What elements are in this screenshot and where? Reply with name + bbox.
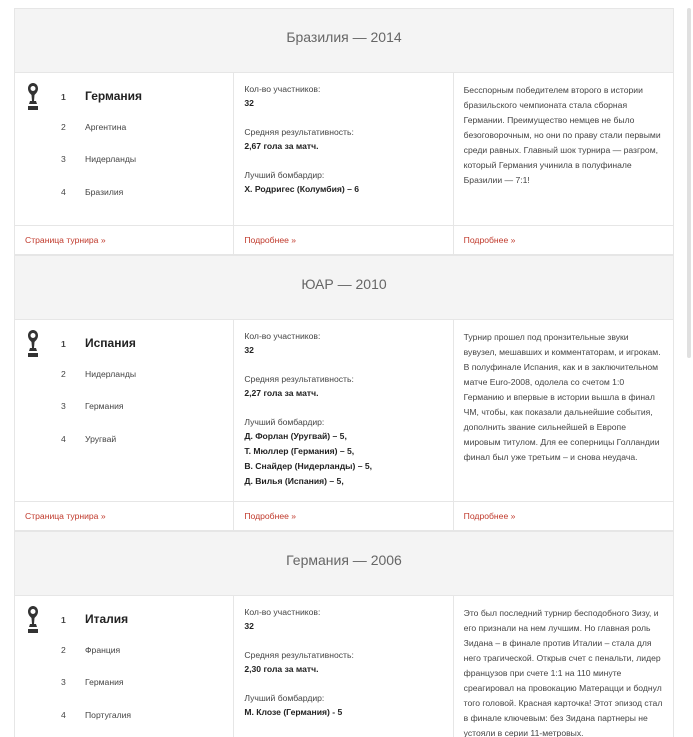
standings-column (15, 596, 234, 737)
team-name: Франция (85, 644, 121, 655)
average-goals-value: 2,67 гола за матч. (244, 141, 319, 151)
trophy-icon (25, 82, 41, 112)
stats-more-link[interactable]: Подробнее » (244, 235, 297, 245)
standing-row: 3 Германия (61, 401, 124, 411)
team-name: Нидерланды (85, 154, 137, 164)
standing-row: 2 Франция (61, 644, 121, 655)
team-name: Нидерланды (85, 368, 137, 379)
top-scorer: Д. Форлан (Уругвай) – 5, (244, 431, 347, 441)
standing-row: 3 Нидерланды (61, 154, 137, 164)
stats-column: Кол-во участников: 32 Средняя результативность: 2,67 гола за матч. Лучший бомбардир: Х. Родригес (Колумбия) – 6 (234, 73, 453, 225)
team-name: Испания (85, 336, 136, 350)
participants-value: 32 (244, 621, 254, 631)
standing-row: 1 Испания (61, 336, 136, 350)
stats-column: Кол-во участников: 32 Средняя результативность: 2,27 гола за матч. Лучший бомбардир: Д. Форлан (Уругвай) – 5, Т. Мюллер (Германия) – 5, В. Снайдер (Нидерланды) – 5, Д. Вилья (Испания) – 5, (234, 320, 453, 501)
team-name: Германия (85, 677, 124, 687)
standings-column (15, 320, 234, 501)
tournament-title: Бразилия — 2014 (15, 8, 673, 65)
team-name: Германия (85, 89, 143, 103)
standing-row: 3 Германия (61, 677, 124, 687)
standing-row: 1 Германия (61, 89, 143, 103)
standing-row: 4 Уругвай (61, 433, 117, 444)
standing-row: 2 Нидерланды (61, 368, 137, 379)
tournament-description: Это был последний турнир бесподобного Зизу, и его признали на нем лучшим. Но главная роль Зидана – в финале против Италии – стала для него трагической. Открыв счет с пенальти, лидер французов при счете 1:1 на 110 минуте среагировал на провокацию Матерацци и боднул того головой. Красная карточка! Этот эпизод стал в финале ключевым: без Зидана партнеры не устояли в серии 11-метровых. (463, 608, 663, 737)
team-name: Португалия (85, 709, 132, 720)
tournament-description: Бесспорным победителем второго в истории бразильского чемпионата стала сборная Германии. Преимущество немцев не было безоговорочным, но они по праву стали первыми среди равных. Главный шок турнира — разгром, который Германия учинила в полуфинале Бразилии — 7:1! (463, 85, 661, 185)
team-name: Бразилия (85, 186, 124, 197)
top-scorer: Т. Мюллер (Германия) – 5, (244, 446, 355, 456)
average-goals-value: 2,27 гола за матч. (244, 388, 319, 398)
top-scorer: Х. Родригес (Колумбия) – 6 (244, 184, 360, 194)
tournament-page-link[interactable]: Страница турнира » (25, 235, 106, 245)
stats-more-link[interactable]: Подробнее » (244, 511, 297, 521)
description-more-link[interactable]: Подробнее » (463, 511, 516, 521)
team-name: Аргентина (85, 121, 127, 132)
tournament-card (14, 255, 674, 531)
trophy-icon (25, 605, 41, 635)
tournament-title: ЮАР — 2010 (15, 255, 673, 312)
world-cup-history-list (14, 8, 674, 737)
team-name: Уругвай (85, 433, 117, 444)
tournament-page-link[interactable]: Страница турнира » (25, 511, 106, 521)
tournament-card (14, 8, 674, 255)
tournament-card (14, 531, 674, 737)
top-scorer: М. Клозе (Германия) - 5 (244, 707, 343, 717)
standing-row: 1 Италия (61, 612, 129, 626)
trophy-icon (25, 329, 41, 359)
description-more-link[interactable]: Подробнее » (463, 235, 516, 245)
participants-value: 32 (244, 98, 254, 108)
standing-row: 4 Бразилия (61, 186, 124, 197)
standing-row: 2 Аргентина (61, 121, 127, 132)
tournament-description: Турнир прошел под пронзительные звуки вувузел, мешавших и комментаторам, и игрокам. В полуфинале Испания, как и в заключительном матче Euro-2008, одолела со счетом 1:0 Германию и впервые в истории вышла в финал ЧМ, чтобы, как показали дальнейшие события, дополнить звание сильнейшей в Европе мировым титулом. Для ее соперницы Голландии финал был уже третьим – и снова неудача. (463, 332, 661, 462)
top-scorer: Д. Вилья (Испания) – 5, (244, 476, 344, 486)
participants-value: 32 (244, 345, 254, 355)
scrollbar[interactable] (687, 8, 691, 358)
standings-column (15, 73, 234, 225)
tournament-title: Германия — 2006 (15, 531, 673, 588)
standing-row: 4 Португалия (61, 709, 132, 720)
team-name: Германия (85, 401, 124, 411)
average-goals-value: 2,30 гола за матч. (244, 664, 319, 674)
top-scorer: В. Снайдер (Нидерланды) – 5, (244, 461, 373, 471)
stats-column: Кол-во участников: 32 Средняя результативность: 2,30 гола за матч. Лучший бомбардир: М. Клозе (Германия) - 5 (234, 596, 453, 737)
team-name: Италия (85, 612, 129, 626)
